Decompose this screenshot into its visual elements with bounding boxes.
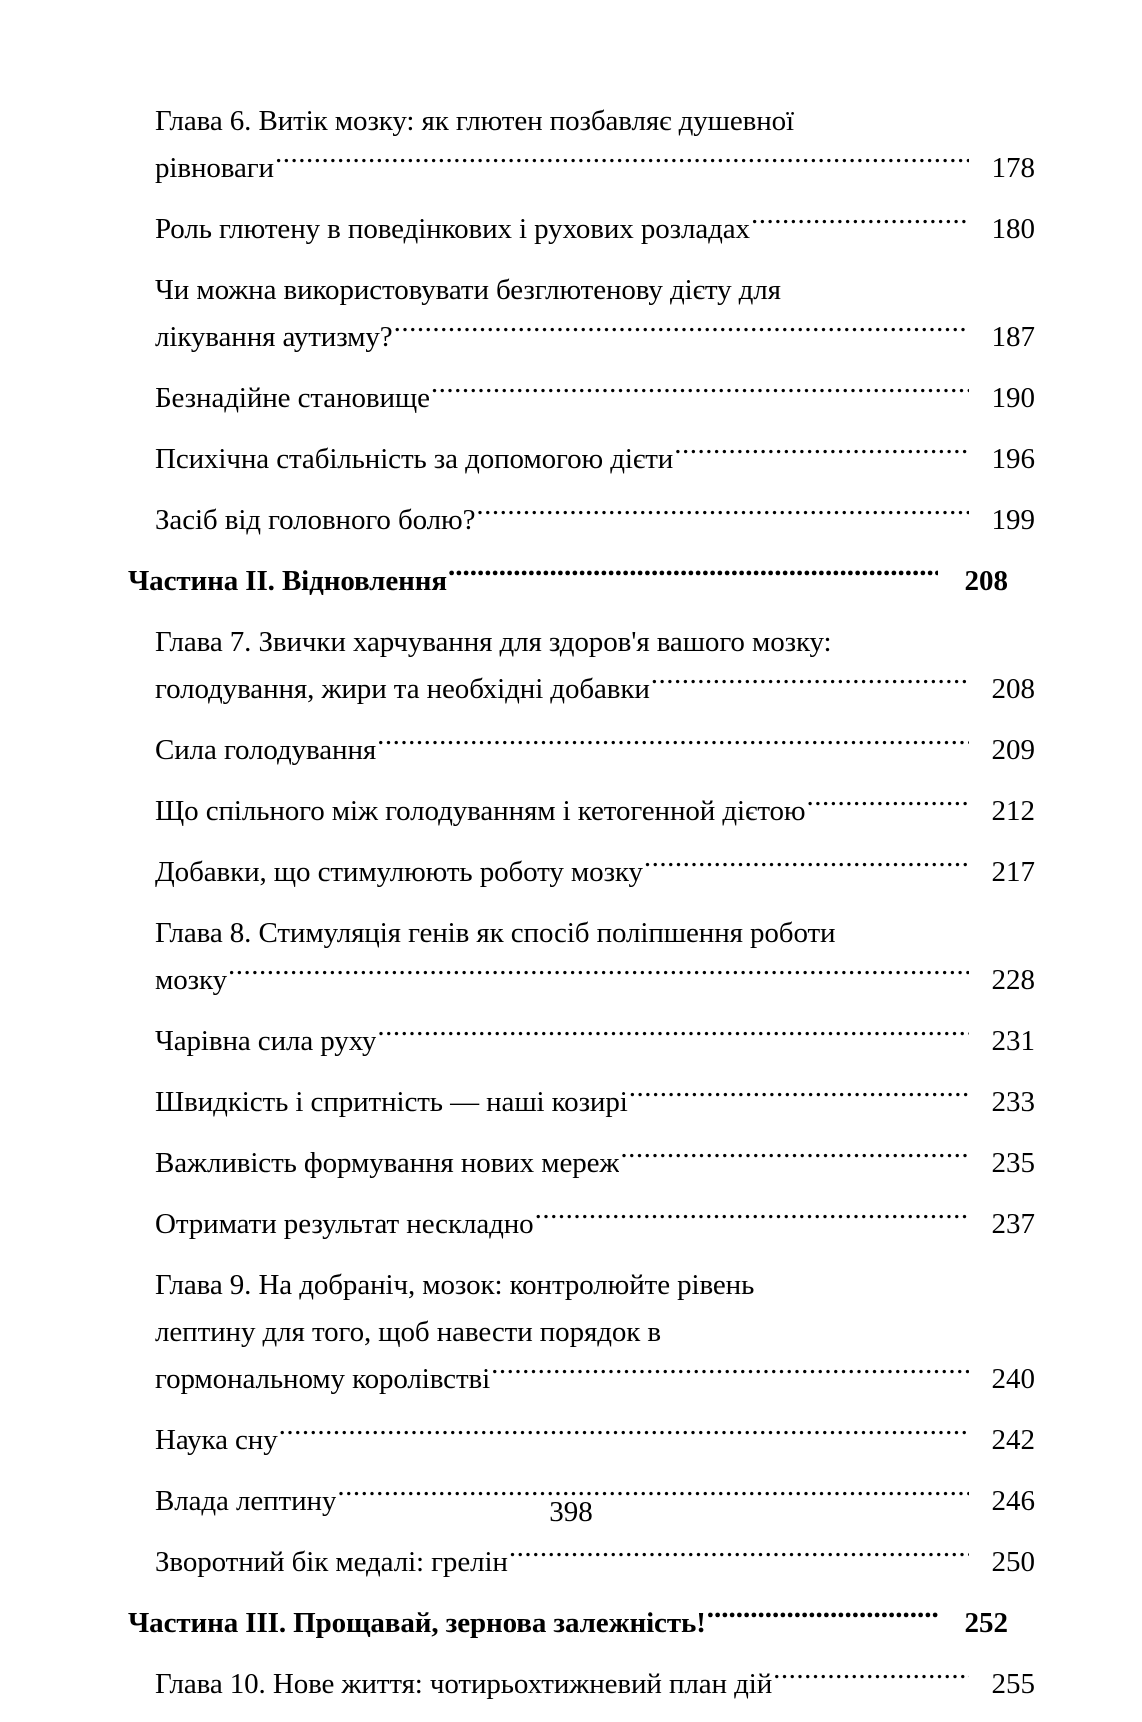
toc-entry-line: [128, 849, 1035, 896]
toc-entry[interactable]: [128, 1600, 1008, 1647]
toc-entry[interactable]: [128, 1262, 1035, 1403]
dot-leader: [707, 1603, 938, 1632]
toc-entry[interactable]: [128, 98, 1035, 192]
toc-entry-line: [128, 1140, 1035, 1187]
toc-entry-line: [128, 1309, 1035, 1356]
dot-leader: [836, 913, 969, 942]
toc-entry-line: [128, 1018, 1035, 1065]
dot-leader: [394, 317, 969, 346]
toc-page-number: 190: [991, 382, 1035, 414]
toc-entry-title: Чарівна сила руху: [155, 1025, 377, 1057]
toc-page-number: 196: [991, 443, 1035, 475]
toc-entry-title: Що спільного між голодуванням і кетогенной дієтою: [155, 795, 806, 827]
dot-leader: [782, 270, 969, 299]
toc-page-number: 178: [991, 152, 1035, 184]
toc-entry[interactable]: [128, 1661, 1035, 1708]
dot-leader: [535, 1204, 969, 1233]
toc-entry-title: Наука сну: [155, 1424, 278, 1456]
toc-page-number: 209: [991, 734, 1035, 766]
toc-page-number: 252: [964, 1607, 1008, 1639]
toc-entry-line: [128, 497, 1035, 544]
toc-entry-line: [128, 558, 1008, 605]
toc-entry-title: Швидкість і спритність — наші козирі: [155, 1086, 628, 1118]
toc-entry-title: Глава 9. На добраніч, мозок: контролюйте рівень: [155, 1269, 755, 1301]
dot-leader: [620, 1143, 969, 1172]
toc-entry-line: [128, 375, 1035, 422]
toc-page-number: 246: [991, 1485, 1035, 1517]
toc-entry-line: [128, 1600, 1008, 1647]
toc-entry[interactable]: [128, 1539, 1035, 1586]
toc-entry[interactable]: [128, 375, 1035, 422]
toc-entry[interactable]: [128, 436, 1035, 483]
toc-entry-title: Роль глютену в поведінкових і рухових розладах: [155, 213, 750, 245]
dot-leader: [644, 852, 969, 881]
dot-leader: [662, 1312, 969, 1341]
toc-entry-line: [128, 206, 1035, 253]
toc-entry-title: лікування аутизму?: [155, 321, 393, 353]
toc-entry-title: мозку: [155, 964, 227, 996]
dot-leader: [491, 1359, 969, 1388]
table-of-contents: [128, 98, 1035, 1722]
dot-leader: [228, 960, 969, 989]
dot-leader: [377, 730, 969, 759]
toc-entry-line: [128, 314, 1035, 361]
toc-page-number: 242: [991, 1424, 1035, 1456]
toc-entry-title: Важливість формування нових мереж: [155, 1147, 620, 1179]
toc-entry-title: Глава 7. Звички харчування для здоров'я вашого мозку:: [155, 626, 832, 658]
dot-leader: [448, 561, 938, 590]
toc-entry-line: [128, 619, 1035, 666]
toc-entry-title: Частина II. Відновлення: [128, 565, 447, 597]
toc-page-number: 240: [991, 1363, 1035, 1395]
toc-entry-title: рівноваги: [155, 152, 274, 184]
toc-entry-title: Засіб від головного болю?: [155, 504, 476, 536]
toc-entry-line: [128, 957, 1035, 1004]
toc-entry[interactable]: [128, 1201, 1035, 1248]
toc-entry[interactable]: [128, 206, 1035, 253]
dot-leader: [651, 669, 969, 698]
toc-entry-line: [128, 666, 1035, 713]
toc-entry-title: Глава 10. Нове життя: чотирьохтижневий план дій: [155, 1668, 773, 1700]
toc-page-number: 228: [991, 964, 1035, 996]
toc-entry-line: [128, 1417, 1035, 1464]
toc-entry-title: Психічна стабільність за допомогою дієти: [155, 443, 674, 475]
toc-entry-line: [128, 788, 1035, 835]
toc-page-number: 233: [991, 1086, 1035, 1118]
toc-entry-line: [128, 145, 1035, 192]
dot-leader: [629, 1082, 969, 1111]
toc-page-number: 208: [964, 565, 1008, 597]
dot-leader: [275, 148, 969, 177]
toc-entry-line: [128, 98, 1035, 145]
toc-entry-title: голодування, жири та необхідні добавки: [155, 673, 650, 705]
toc-page-number: 187: [991, 321, 1035, 353]
toc-entry-line: [128, 1262, 1035, 1309]
toc-entry[interactable]: [128, 267, 1035, 361]
dot-leader: [476, 500, 969, 529]
toc-page-number: 231: [991, 1025, 1035, 1057]
toc-page-number: 250: [991, 1546, 1035, 1578]
folio-page-number: 398: [549, 1496, 593, 1528]
toc-entry[interactable]: [128, 619, 1035, 713]
dot-leader: [806, 791, 969, 820]
toc-page-number: 255: [991, 1668, 1035, 1700]
toc-entry-line: [128, 1539, 1035, 1586]
toc-entry-title: Отримати результат нескладно: [155, 1208, 534, 1240]
toc-entry[interactable]: [128, 727, 1035, 774]
toc-entry[interactable]: [128, 558, 1008, 605]
toc-page-number: 212: [991, 795, 1035, 827]
dot-leader: [431, 378, 969, 407]
toc-entry-title: Частина III. Прощавай, зернова залежність!: [128, 1607, 706, 1639]
dot-leader: [833, 622, 969, 651]
toc-entry-line: [128, 1661, 1035, 1708]
toc-page-number: 180: [991, 213, 1035, 245]
dot-leader: [279, 1420, 969, 1449]
dot-leader: [755, 1265, 969, 1294]
dot-leader: [674, 439, 969, 468]
toc-entry-line: [128, 910, 1035, 957]
toc-entry-line: [128, 436, 1035, 483]
toc-page-number: 217: [991, 856, 1035, 888]
toc-entry[interactable]: [128, 497, 1035, 544]
toc-entry[interactable]: [128, 1018, 1035, 1065]
toc-entry-title: Глава 8. Стимуляція генів як спосіб поліпшення роботи: [155, 917, 836, 949]
toc-entry[interactable]: [128, 849, 1035, 896]
toc-entry-line: [128, 1079, 1035, 1126]
toc-entry-title: лептину для того, щоб навести порядок в: [155, 1316, 662, 1348]
toc-page-number: 237: [991, 1208, 1035, 1240]
toc-entry-title: гормональному королівстві: [155, 1363, 491, 1395]
toc-entry-line: [128, 727, 1035, 774]
toc-entry-title: Добавки, що стимулюють роботу мозку: [155, 856, 643, 888]
toc-entry[interactable]: [128, 1140, 1035, 1187]
toc-entry-line: [128, 1201, 1035, 1248]
toc-entry[interactable]: [128, 1417, 1035, 1464]
dot-leader: [773, 1664, 969, 1693]
dot-leader: [377, 1021, 969, 1050]
dot-leader: [751, 209, 969, 238]
toc-entry-title: Влада лептину: [155, 1485, 337, 1517]
toc-entry-line: [128, 267, 1035, 314]
toc-page-number: 235: [991, 1147, 1035, 1179]
toc-entry-title: Чи можна використовувати безглютенову дієту для: [155, 274, 781, 306]
toc-page-number: 199: [991, 504, 1035, 536]
toc-entry-title: Сила голодування: [155, 734, 377, 766]
toc-page-number: 208: [991, 673, 1035, 705]
toc-entry[interactable]: [128, 788, 1035, 835]
toc-entry-line: [128, 1356, 1035, 1403]
dot-leader: [795, 101, 969, 130]
toc-entry-title: Глава 6. Витік мозку: як глютен позбавляє душевної: [155, 105, 795, 137]
toc-entry[interactable]: [128, 1079, 1035, 1126]
toc-entry[interactable]: [128, 910, 1035, 1004]
toc-entry-title: Зворотний бік медалі: грелін: [155, 1546, 508, 1578]
dot-leader: [509, 1542, 969, 1571]
toc-entry-title: Безнадійне становище: [155, 382, 430, 414]
